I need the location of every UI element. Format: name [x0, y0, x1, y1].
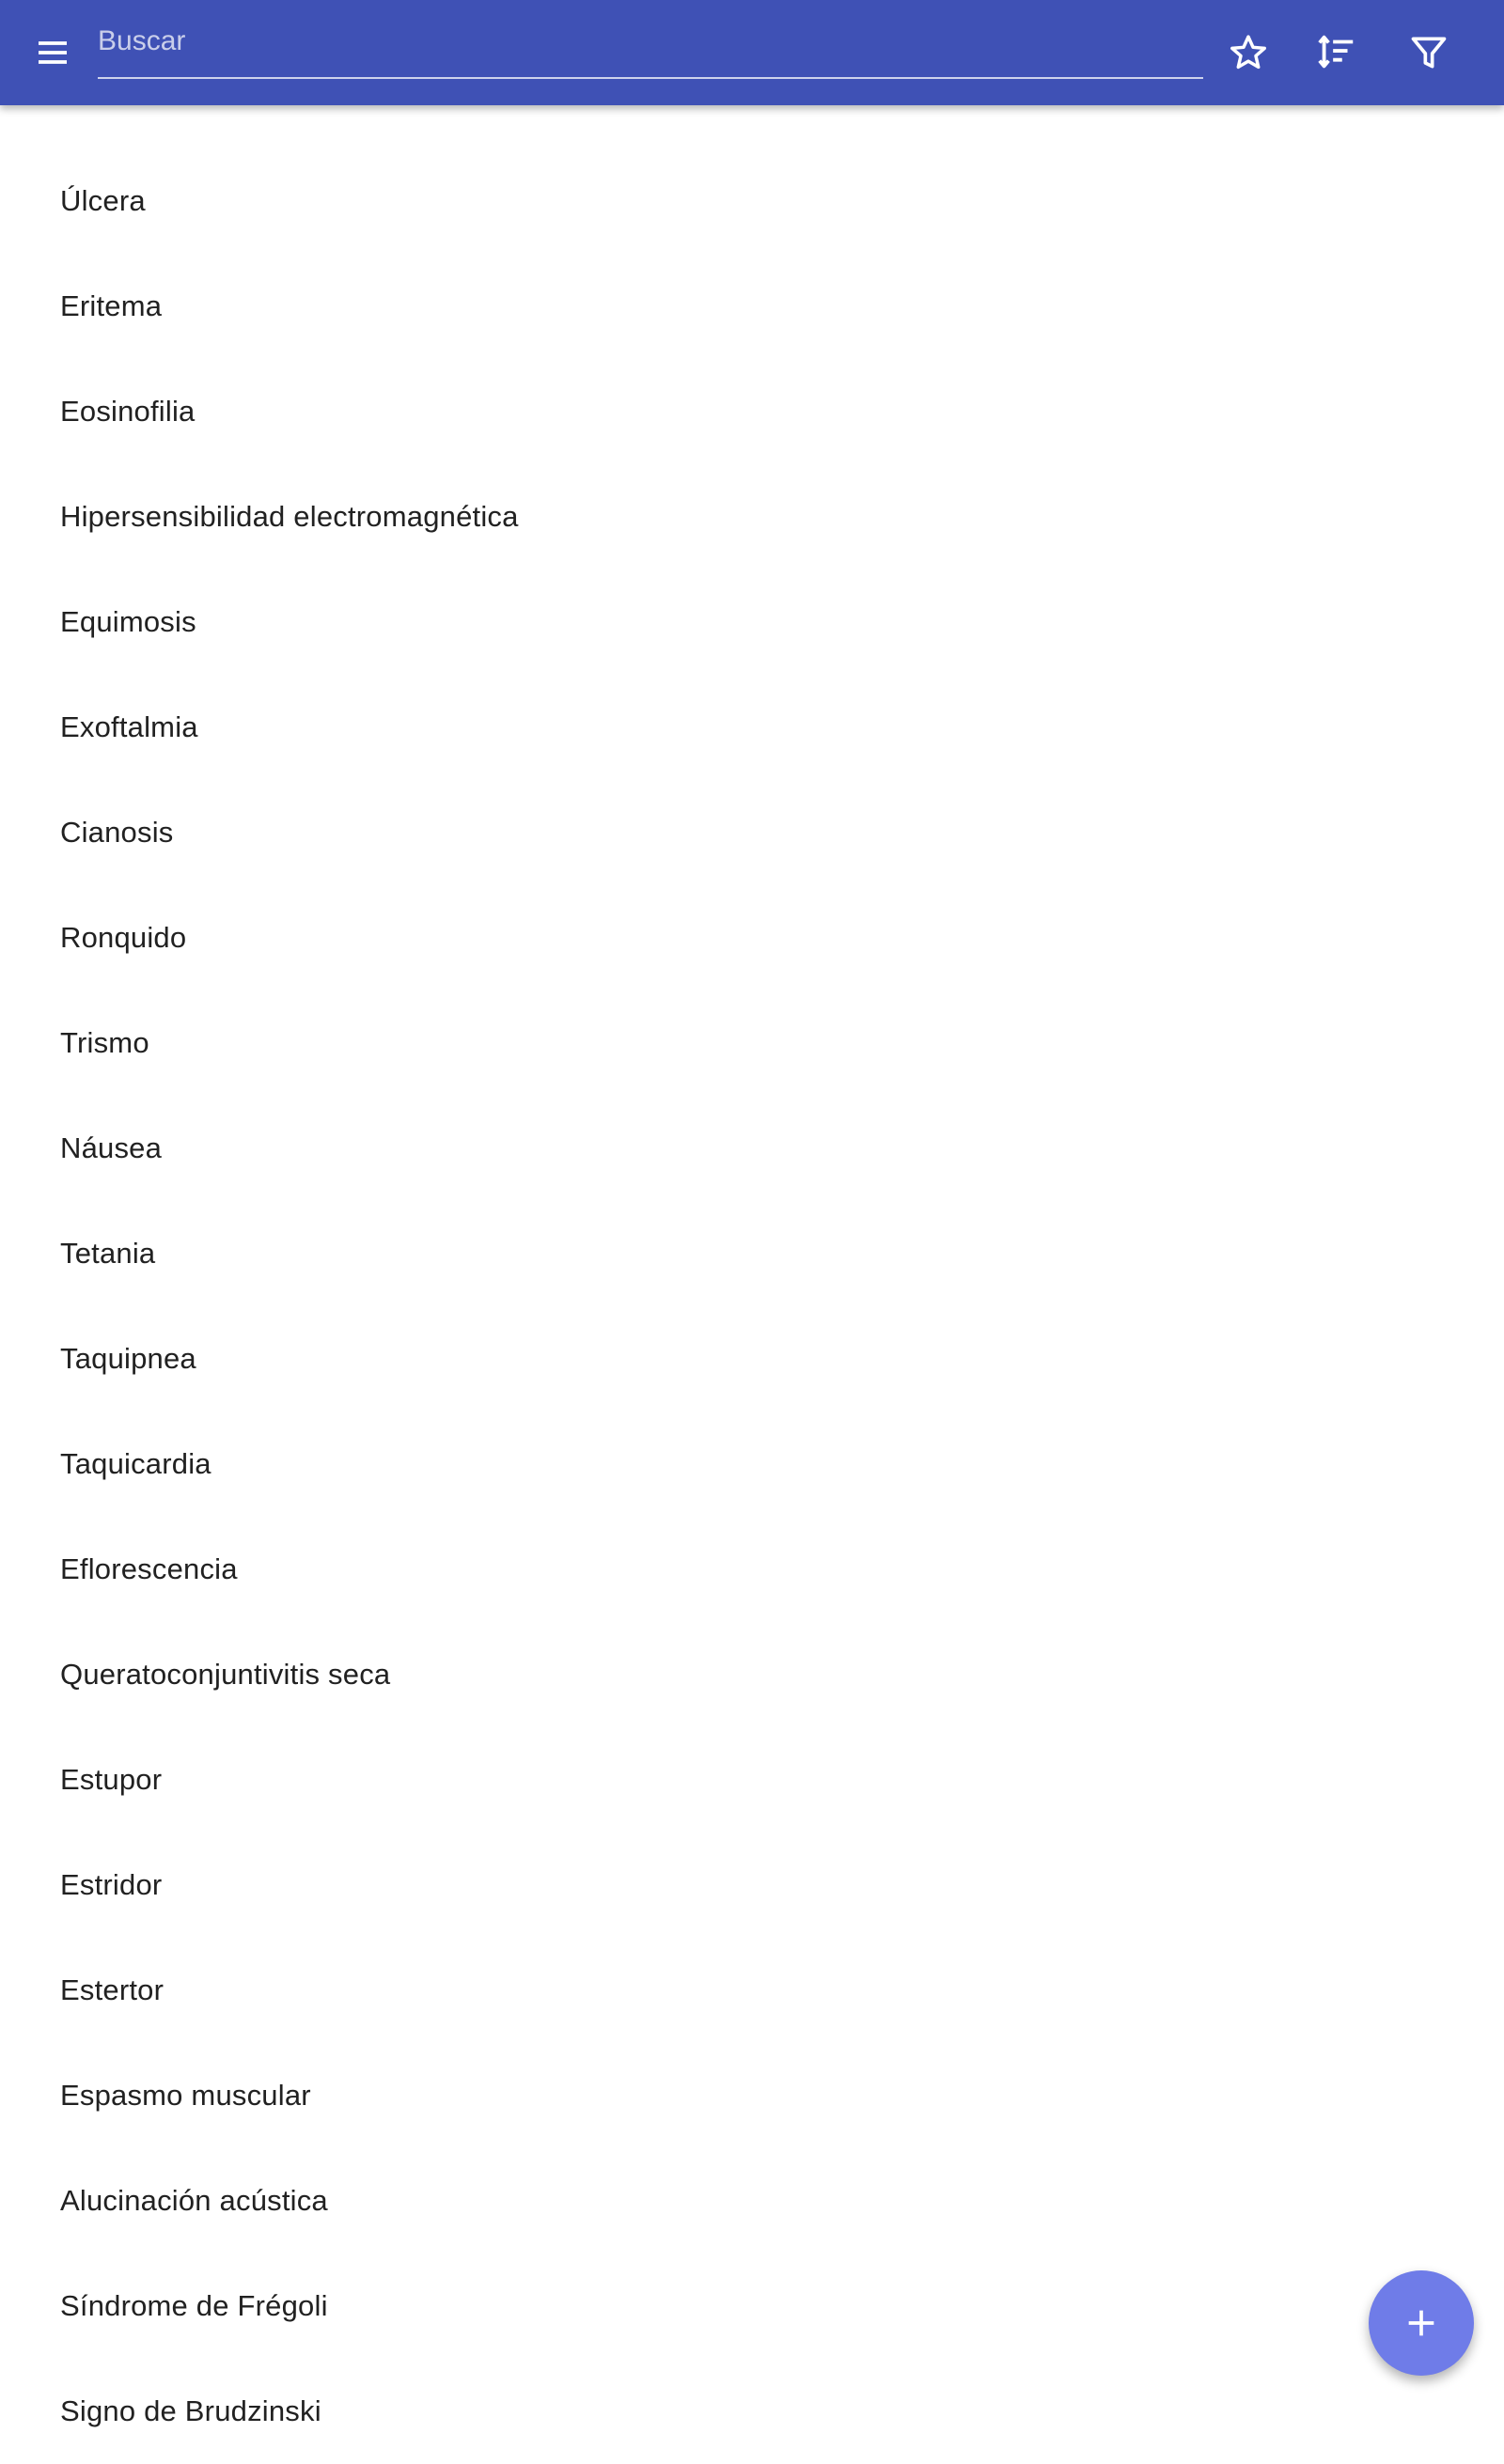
favorites-button[interactable] [1203, 8, 1293, 98]
list-item-label: Náusea [60, 1131, 163, 1164]
list-item-label: Queratoconjuntivitis seca [60, 1658, 391, 1691]
list-item-label: Cianosis [60, 816, 174, 849]
list-item[interactable] [0, 148, 1504, 254]
list-item-label: Trismo [60, 1026, 149, 1059]
list-item[interactable] [0, 1622, 1504, 1727]
search-input[interactable] [98, 13, 1203, 70]
list-item-label: Síndrome de Frégoli [60, 2289, 328, 2322]
list-item-label: Eosinofilia [60, 395, 196, 428]
list-item-label: Taquipnea [60, 1342, 196, 1375]
list-item[interactable] [0, 2359, 1504, 2464]
search-field [98, 13, 1203, 79]
list-item-label: Taquicardia [60, 1447, 212, 1480]
star-outline-icon [1228, 32, 1269, 73]
list-item-label: Signo de Brudzinski [60, 2394, 321, 2427]
list-item[interactable] [0, 1727, 1504, 1832]
sort-button[interactable] [1292, 8, 1382, 98]
menu-icon [34, 34, 71, 71]
plus-icon [1402, 2304, 1440, 2342]
list-item-label: Hipersensibilidad electromagnética [60, 500, 519, 533]
symptom-list [0, 105, 1504, 2427]
list-item[interactable] [0, 1517, 1504, 1622]
list-item-label: Ronquido [60, 921, 187, 954]
list-item-label: Espasmo muscular [60, 2079, 311, 2112]
list-item-label: Alucinación acústica [60, 2184, 328, 2217]
menu-button[interactable] [8, 8, 98, 98]
list-item[interactable] [0, 990, 1504, 1096]
list-item-label: Estertor [60, 1973, 164, 2006]
filter-button[interactable] [1384, 8, 1474, 98]
list-item[interactable] [0, 1411, 1504, 1517]
list-item[interactable] [0, 885, 1504, 990]
list-item[interactable] [0, 2253, 1504, 2359]
list-item[interactable] [0, 1938, 1504, 2043]
list-item[interactable] [0, 254, 1504, 359]
list-item-label: Úlcera [60, 184, 146, 217]
list-item[interactable] [0, 1306, 1504, 1411]
list-item-label: Tetania [60, 1237, 156, 1270]
list-item-label: Equimosis [60, 605, 196, 638]
list-item[interactable] [0, 359, 1504, 464]
list-item[interactable] [0, 569, 1504, 675]
list-item[interactable] [0, 1096, 1504, 1201]
add-button[interactable] [1369, 2270, 1474, 2376]
list-item[interactable] [0, 780, 1504, 885]
list-item[interactable] [0, 1201, 1504, 1306]
list-item-label: Estridor [60, 1868, 163, 1901]
sort-icon [1315, 31, 1358, 74]
list-item[interactable] [0, 2148, 1504, 2253]
filter-icon [1408, 32, 1449, 73]
app-bar [0, 0, 1504, 105]
list-item[interactable] [0, 2043, 1504, 2148]
list-item-label: Eflorescencia [60, 1552, 238, 1585]
list-item[interactable] [0, 464, 1504, 569]
list-item[interactable] [0, 1832, 1504, 1938]
list-item-label: Eritema [60, 289, 163, 322]
list-item-label: Exoftalmia [60, 710, 198, 743]
list-item-label: Estupor [60, 1763, 163, 1796]
list-item[interactable] [0, 675, 1504, 780]
